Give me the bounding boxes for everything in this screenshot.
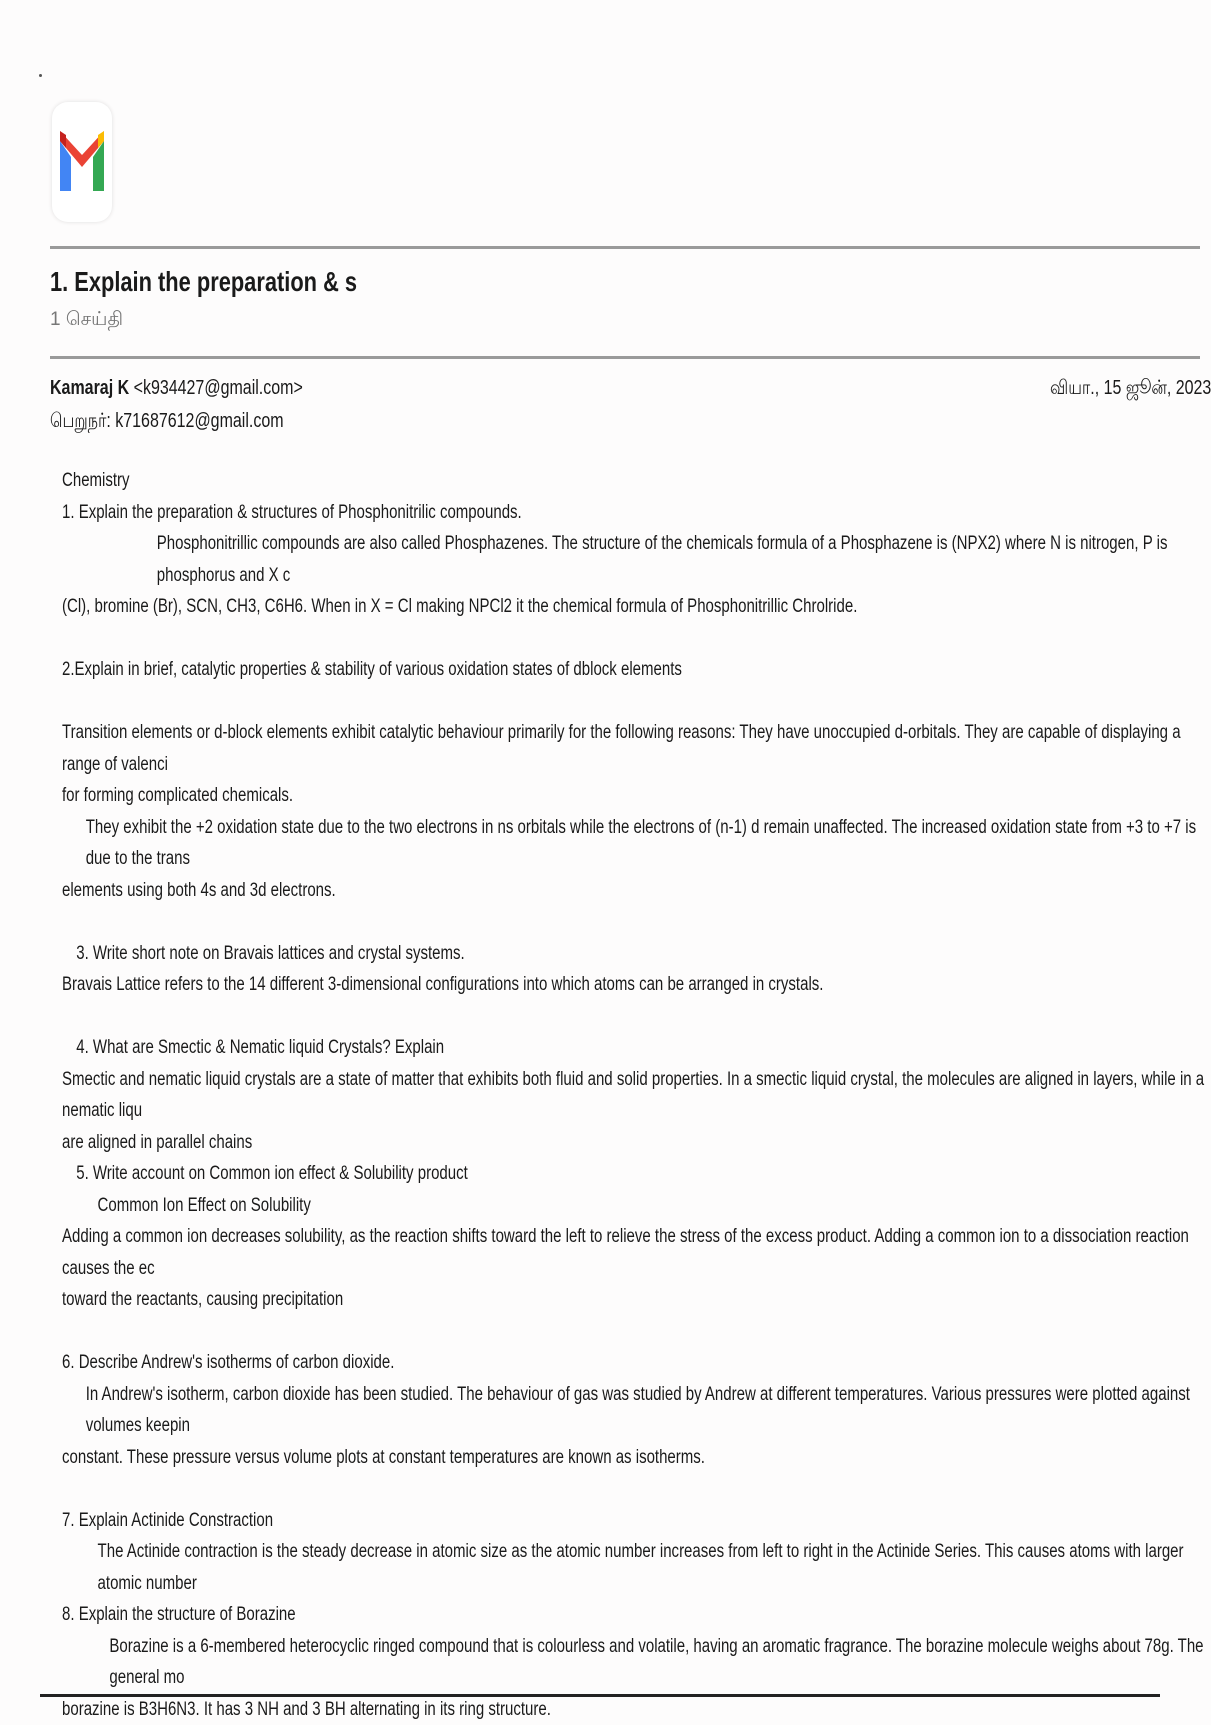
recipient-line: பெறுநர்: k71687612@gmail.com (50, 410, 284, 435)
sender-line (50, 377, 303, 400)
answer-3-line: Bravais Lattice refers to the 14 different 3-dimensional configurations into which atoms can be arranged in crystals. (62, 969, 1208, 1001)
email-body (62, 465, 1200, 1505)
footer-divider (40, 1694, 1160, 1697)
answer-4-line: Smectic and nematic liquid crystals are a state of matter that exhibits both fluid and solid properties. In a smectic liquid crystal, the molecules are aligned in layers, while in a nematic liqu (62, 1064, 1208, 1127)
question-1-title: 1. Explain the preparation & structures of Phosphonitrilic compounds. (62, 497, 1208, 529)
answer-8-line: Borazine is a 6-membered heterocyclic ringed compound that is colourless and volatile, having an aromatic fragrance. The borazine molecule weighs about 78g. The general mo (62, 1631, 1208, 1694)
sender-name: Kamaraj K (50, 377, 129, 399)
question-7-title: 7. Explain Actinide Constraction (62, 1505, 1208, 1537)
answer-4-line: are aligned in parallel chains (62, 1127, 1208, 1159)
answer-7-line: The Actinide contraction is the steady decrease in atomic size as the atomic number increases from left to right in the Actinide Series. This causes atoms with larger atomic number (62, 1536, 1208, 1599)
answer-2-line: elements using both 4s and 3d electrons. (62, 875, 1208, 907)
question-6-title: 6. Describe Andrew's isotherms of carbon dioxide. (62, 1347, 1208, 1379)
answer-1-line: (Cl), bromine (Br), SCN, CH3, C6H6. When in X = Cl making NPCl2 it the chemical formula of Phosphonitrillic Chrolride. (62, 591, 1208, 623)
answer-2-line: Transition elements or d-block elements exhibit catalytic behaviour primarily for the following reasons: They have unoccupied d-orbitals. They are capable of displaying a range of valenci (62, 717, 1208, 780)
answer-8-line: borazine is B3H6N3. It has 3 NH and 3 BH alternating in its ring structure. (62, 1694, 1208, 1725)
email-subject: 1. Explain the preparation & s (50, 266, 357, 298)
question-8-title: 8. Explain the structure of Borazine (62, 1599, 1208, 1631)
email-date: வியா., 15 ஜூன், 2023 (1050, 377, 1211, 402)
answer-6-line: constant. These pressure versus volume plots at constant temperatures are known as isotherms. (62, 1442, 1208, 1474)
answer-5-line: toward the reactants, causing precipitation (62, 1284, 1208, 1316)
body-heading: Chemistry (62, 465, 1208, 497)
answer-6-line: In Andrew's isotherm, carbon dioxide has been studied. The behaviour of gas was studied by Andrew at different temperatures. Various pressures were plotted against volumes keepin (62, 1379, 1208, 1442)
answer-2-line: They exhibit the +2 oxidation state due to the two electrons in ns orbitals while the electrons of (n-1) d remain unaffected. The increased oxidation state from +3 to +7 is due to the trans (62, 812, 1208, 875)
question-3-title: 3. Write short note on Bravais lattices and crystal systems. (62, 938, 1208, 970)
subject-divider (50, 356, 1200, 359)
answer-5-subheading: Common Ion Effect on Solubility (62, 1190, 1208, 1222)
question-2-title: 2.Explain in brief, catalytic properties & stability of various oxidation states of dblock elements (62, 654, 1208, 686)
stray-dot (39, 74, 42, 77)
sender-email: <k934427@gmail.com> (134, 377, 303, 399)
gmail-logo (52, 102, 112, 222)
answer-2-line: for forming complicated chemicals. (62, 780, 1208, 812)
header-divider (50, 246, 1200, 249)
message-count: 1 செய்தி (50, 309, 123, 333)
question-5-title: 5. Write account on Common ion effect & Solubility product (62, 1158, 1208, 1190)
answer-5-line: Adding a common ion decreases solubility, as the reaction shifts toward the left to relieve the stress of the excess product. Adding a common ion to a dissociation reaction causes the ec (62, 1221, 1208, 1284)
gmail-m-icon (58, 127, 106, 195)
question-4-title: 4. What are Smectic & Nematic liquid Crystals? Explain (62, 1032, 1208, 1064)
answer-1-line: Phosphonitrillic compounds are also called Phosphazenes. The structure of the chemicals formula of a Phosphazene is (NPX2) where N is nitrogen, P is phosphorus and X c (62, 528, 1208, 591)
